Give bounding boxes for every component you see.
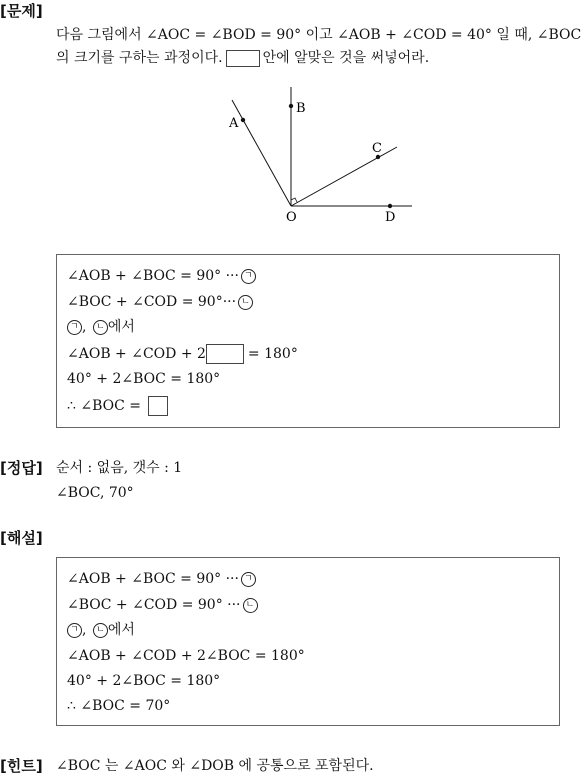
process-row-2 [67,293,253,311]
label-c: C [372,141,382,156]
solution-row-5: 40° + 2∠BOC = 180° [67,673,221,689]
circled-mark-2: ㄴ [238,295,253,310]
process-blank-2 [148,396,168,416]
solution-row-1 [67,570,256,588]
point-a [241,118,245,122]
process-row-6 [67,396,171,416]
process-eq-2: ∠BOC + ∠COD = 90°··· [67,294,237,310]
process-row-5: 40° + 2∠BOC = 180° [67,371,221,387]
process-blank-1 [206,344,244,364]
problem-line-2-start: 의 크기를 구하는 과정이다. [56,50,223,66]
problem-blank [226,50,260,67]
process-eq-4-end: = 180° [247,346,298,362]
problem-line-1: 다음 그림에서 ∠AOC = ∠BOD = 90° 이고 ∠AOB + ∠COD = 40° 일 때, ∠BOC [56,27,582,43]
hint-label: [힌트] [0,757,43,775]
label-a: A [229,116,239,131]
label-o: O [286,210,297,225]
comma: , [82,319,87,335]
circled-mark-3b: ㄱ [67,623,82,638]
circled-mark-3: ㄱ [241,572,256,587]
circled-mark-1b: ㄱ [67,320,82,335]
process-row-4 [67,344,298,364]
process-box [56,254,560,428]
answer-meta: 순서 : 없음, 갯수 : 1 [56,460,183,476]
solution-row-4: ∠AOB + ∠COD + 2∠BOC = 180° [67,648,305,664]
ray-oa [232,100,291,206]
process-row-1 [67,267,256,285]
label-b: B [296,101,306,116]
point-b [289,104,293,108]
process-eq-6: ∴ ∠BOC = [67,398,142,414]
hint-text: ∠BOC 는 ∠AOC 와 ∠DOB 에 공통으로 포함된다. [56,758,374,774]
explanation-label: [해설] [0,529,43,547]
solution-row-2 [67,596,258,614]
solution-from: 에서 [107,622,135,638]
circled-mark-2b: ㄴ [93,320,108,335]
comma: , [82,622,87,638]
circled-mark-4b: ㄴ [93,623,108,638]
label-d: D [385,210,396,225]
process-eq-1: ∠AOB + ∠BOC = 90° ··· [67,268,239,284]
problem-line-2 [56,49,429,67]
solution-row-3 [67,621,135,639]
solution-box [56,557,560,726]
answer-value: ∠BOC, 70° [56,485,134,501]
process-from: 에서 [107,319,135,335]
process-row-3 [67,318,135,336]
right-angle-mark [291,198,297,202]
circled-mark-1: ㄱ [241,269,256,284]
process-eq-4: ∠AOB + ∠COD + 2 [67,346,206,362]
circled-mark-4: ㄴ [243,598,258,613]
point-d [388,204,392,208]
answer-label: [정답] [0,459,43,477]
solution-row-6: ∴ ∠BOC = 70° [67,698,171,714]
solution-eq-1: ∠AOB + ∠BOC = 90° ··· [67,571,239,587]
solution-eq-2: ∠BOC + ∠COD = 90° ··· [67,597,241,613]
problem-line-2-end: 안에 알맞은 것을 써넣어라. [262,50,430,66]
problem-label: [문제] [0,2,43,20]
